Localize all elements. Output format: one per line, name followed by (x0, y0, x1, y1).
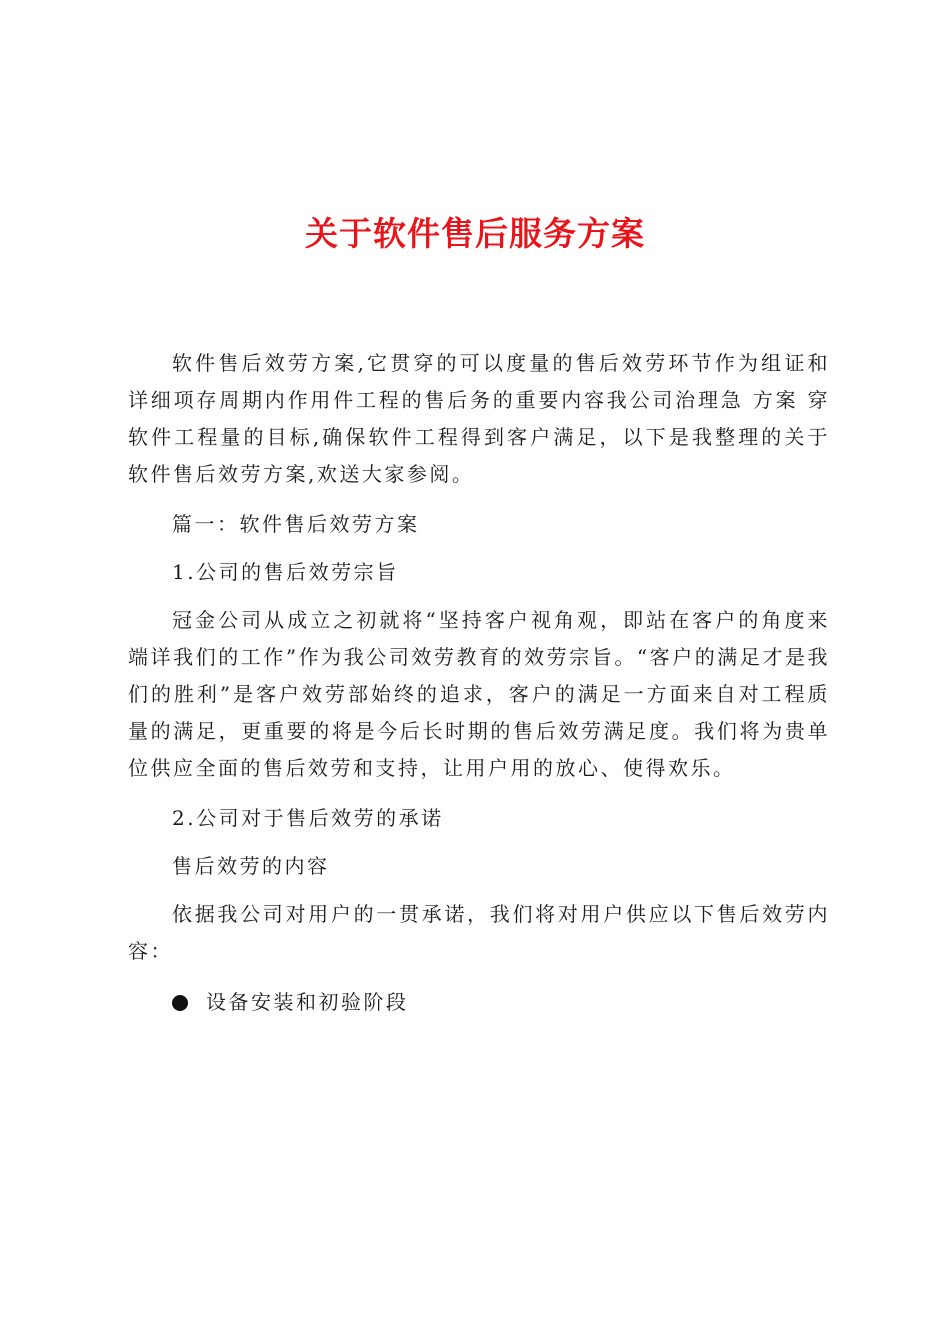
service-tenet-paragraph: 冠金公司从成立之初就将“坚持客户视角观，即站在客户的角度来端详我们的工作”作为我公司效劳教育的效劳宗旨。“客户的满足才是我们的胜利”是客户效劳部始终的追求，客户的满足一方面来自对工程质量的满足，更重要的将是今后长时期的售后效劳满足度。我们将为贵单位供应全面的售后效劳和支持，让用户用的放心、使得欢乐。 (128, 608, 830, 780)
service-content-paragraph: 依据我公司对用户的一贯承诺，我们将对用户供应以下售后效劳内容： (128, 902, 830, 963)
intro-paragraph: 软件售后效劳方案,它贯穿的可以度量的售后效劳环节作为组证和详细项存周期内作用件工程的售后务的重要内容我公司治理急 方案 穿软件工程量的目标,确保软件工程得到客户满足，以下是我整理的关于软件售后效劳方案,欢送大家参阅。 (128, 351, 830, 486)
subheading-service-content: 售后效劳的内容 (172, 854, 330, 878)
document-body (128, 345, 830, 1021)
list-item-label: 设备安装和初验阶段 (206, 990, 409, 1014)
section-heading-part-one: 篇一：软件售后效劳方案 (172, 512, 420, 536)
document-title: 关于软件售后服务方案 (305, 214, 645, 253)
list-item (128, 984, 830, 1021)
section-heading-service-commitment: 2.公司对于售后效劳的承诺 (172, 806, 444, 830)
section-heading-service-tenet: 1.公司的售后效劳宗旨 (172, 560, 399, 584)
bullet-icon (172, 995, 188, 1011)
